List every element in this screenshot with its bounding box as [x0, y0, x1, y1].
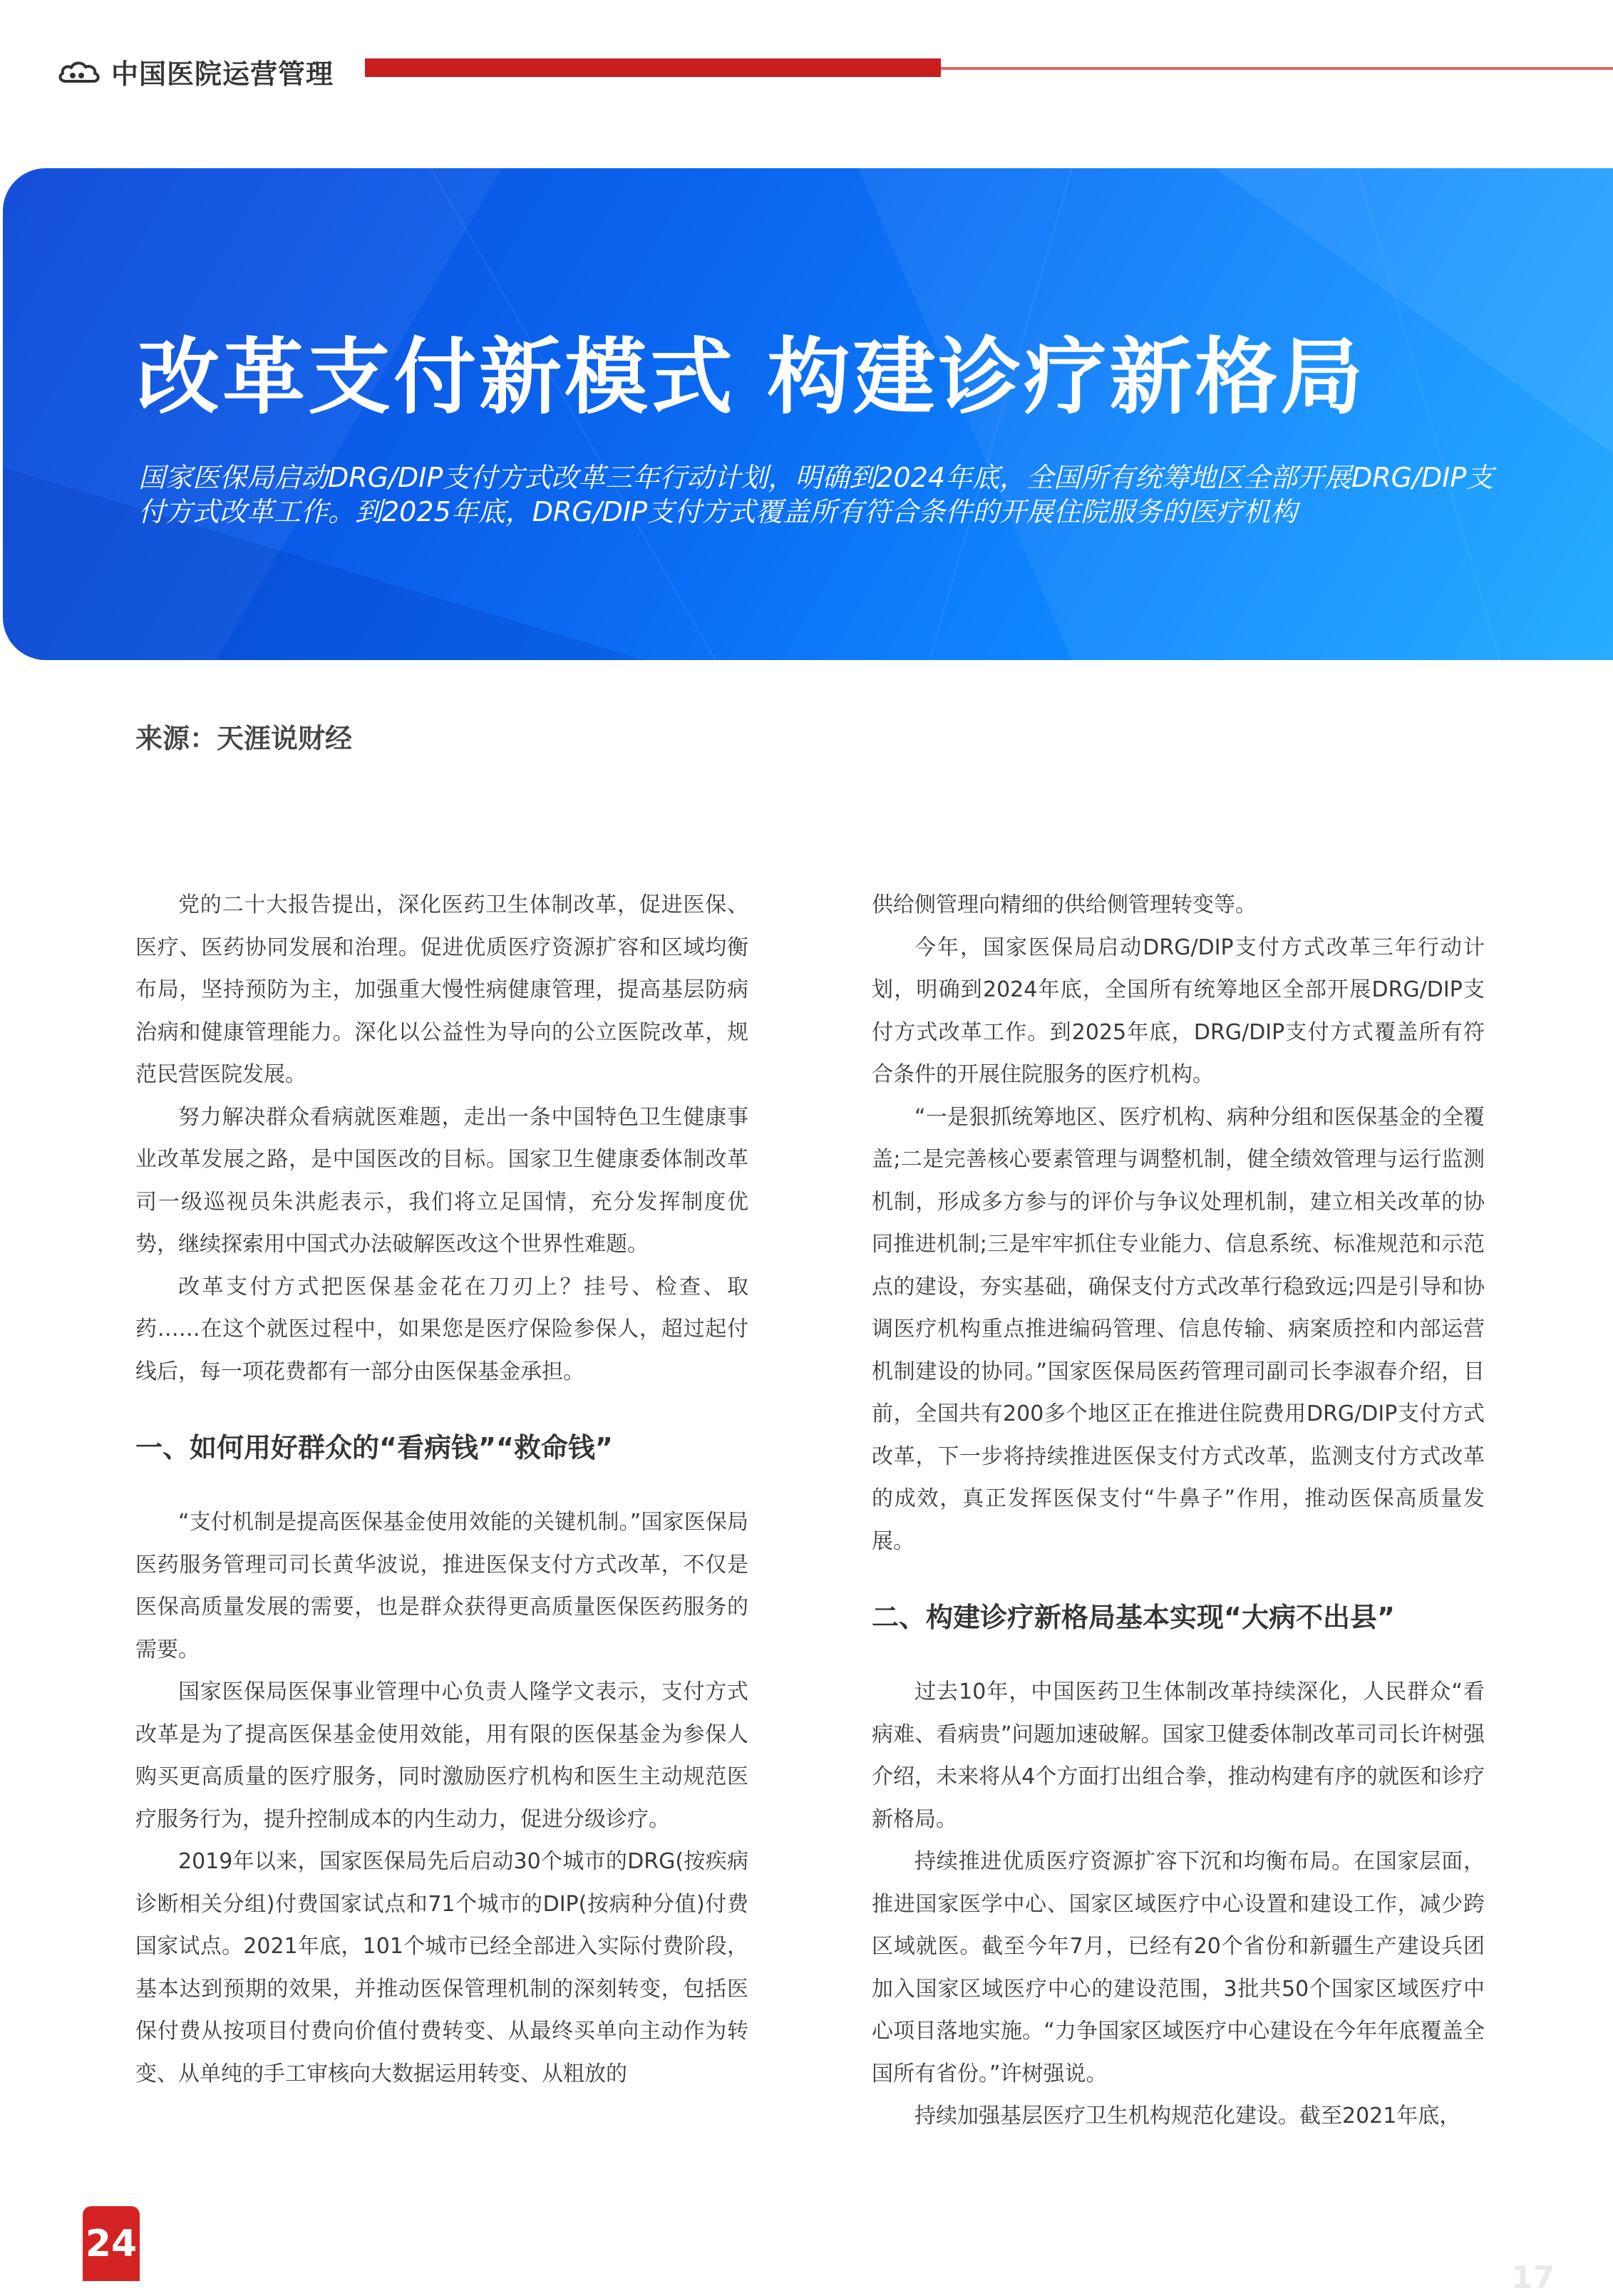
paragraph: 持续加强基层医疗卫生机构规范化建设。截至2021年底，	[914, 2104, 1461, 2128]
paragraph: 供给侧管理向精细的供给侧管理转变等。	[872, 892, 1257, 917]
paragraph: 国家医保局医保事业管理中心负责人隆学文表示，支付方式改革是为了提高医保基金使用效能，用有限的医保基金为参保人购买更高质量的医疗服务，同时激励医疗机构和医生主动规范医疗服务行为，提升控制成本的内生动力，促进分级诊疗。	[135, 1679, 748, 1832]
page-number-secondary: 17	[1511, 2260, 1555, 2296]
cloud-logo-icon	[57, 58, 101, 84]
hero-banner	[3, 168, 1613, 660]
page-number-badge: 24	[83, 2206, 140, 2281]
paragraph: 过去10年，中国医药卫生体制改革持续深化，人民群众“看病难、看病贵”问题加速破解。国家卫健委体制改革司司长许树强介绍，未来将从4个方面打出组合拳，推动构建有序的就医和诊疗新格局。	[872, 1679, 1485, 1832]
brand-name: 中国医院运营管理	[111, 58, 334, 90]
paragraph: 2019年以来，国家医保局先后启动30个城市的DRG(按疾病诊断相关分组)付费国家试点和71个城市的DIP(按病种分值)付费国家试点。2021年底，101个城市已经全部进入实际付费阶段，基本达到预期的效果，并推动医保管理机制的深刻转变，包括医保付费从按项目付费向价值付费转变、从最终买单向主动作为转变、从单纯的手工审核向大数据运用转变、从粗放的	[135, 1849, 748, 2086]
paragraph: 改革支付方式把医保基金花在刀刃上？挂号、检查、取药……在这个就医过程中，如果您是医疗保险参保人，超过起付线后，每一项花费都有一部分由医保基金承担。	[135, 1274, 748, 1384]
header-accent-bar	[365, 58, 941, 77]
paragraph: 今年，国家医保局启动DRG/DIP支付方式改革三年行动计划，明确到2024年底，全国所有统筹地区全部开展DRG/DIP支付方式改革工作。到2025年底，DRG/DIP支付方式覆盖所有符合条件的开展住院服务的医疗机构。	[872, 935, 1485, 1087]
paragraph: 党的二十大报告提出，深化医药卫生体制改革，促进医保、医疗、医药协同发展和治理。促进优质医疗资源扩容和区域均衡布局，坚持预防为主，加强重大慢性病健康管理，提高基层防病治病和健康管理能力。深化以公益性为导向的公立医院改革，规范民营医院发展。	[135, 892, 748, 1087]
paragraph: “一是狠抓统筹地区、医疗机构、病种分组和医保基金的全覆盖;二是完善核心要素管理与调整机制，健全绩效管理与运行监测机制，形成多方参与的评价与争议处理机制，建立相关改革的协同推进机制;三是牢牢抓住专业能力、信息系统、标准规范和示范点的建设，夯实基础，确保支付方式改革行稳致远;四是引导和协调医疗机构重点推进编码管理、信息传输、病案质控和内部运营机制建设的协同。”国家医保局医药管理司副司长李淑春介绍，目前，全国共有200多个地区正在推进住院费用DRG/DIP支付方式改革，下一步将持续推进医保支付方式改革，监测支付方式改革的成效，真正发挥医保支付“牛鼻子”作用，推动医保高质量发展。	[872, 1104, 1485, 1554]
paragraph: 持续推进优质医疗资源扩容下沉和均衡布局。在国家层面，推进国家医学中心、国家区域医疗中心设置和建设工作，减少跨区域就医。截至今年7月，已经有20个省份和新疆生产建设兵团加入国家区域医疗中心的建设范围，3批共50个国家区域医疗中心项目落地实施。“力争国家区域医疗中心建设在今年年底覆盖全国所有省份。”许树强说。	[872, 1849, 1485, 2086]
paragraph: “支付机制是提高医保基金使用效能的关键机制。”国家医保局医药服务管理司司长黄华波说，推进医保支付方式改革，不仅是医保高质量发展的需要，也是群众获得更高质量医保医药服务的需要。	[135, 1510, 748, 1662]
right-column	[872, 884, 1485, 2138]
page-title: 改革支付新模式 构建诊疗新格局	[137, 329, 1366, 426]
brand-logo	[57, 50, 334, 93]
section-heading: 二、构建诊疗新格局基本实现“大病不出县”	[872, 1602, 1395, 1633]
section-heading: 一、如何用好群众的“看病钱”“救命钱”	[135, 1432, 613, 1463]
article-source: 来源：天涯说财经	[135, 723, 353, 754]
page-subtitle: 国家医保局启动DRG/DIP支付方式改革三年行动计划，明确到2024年底，全国所有统筹地区全部开展DRG/DIP支付方式改革工作。到2025年底，DRG/DIP支付方式覆盖所有符合条件的开展住院服务的医疗机构	[138, 462, 1494, 527]
header-accent-line	[941, 67, 1613, 70]
left-column	[135, 884, 748, 2095]
paragraph: 努力解决群众看病就医难题，走出一条中国特色卫生健康事业改革发展之路，是中国医改的目标。国家卫生健康委体制改革司一级巡视员朱洪彪表示，我们将立足国情，充分发挥制度优势，继续探索用中国式办法破解医改这个世界性难题。	[135, 1104, 748, 1257]
